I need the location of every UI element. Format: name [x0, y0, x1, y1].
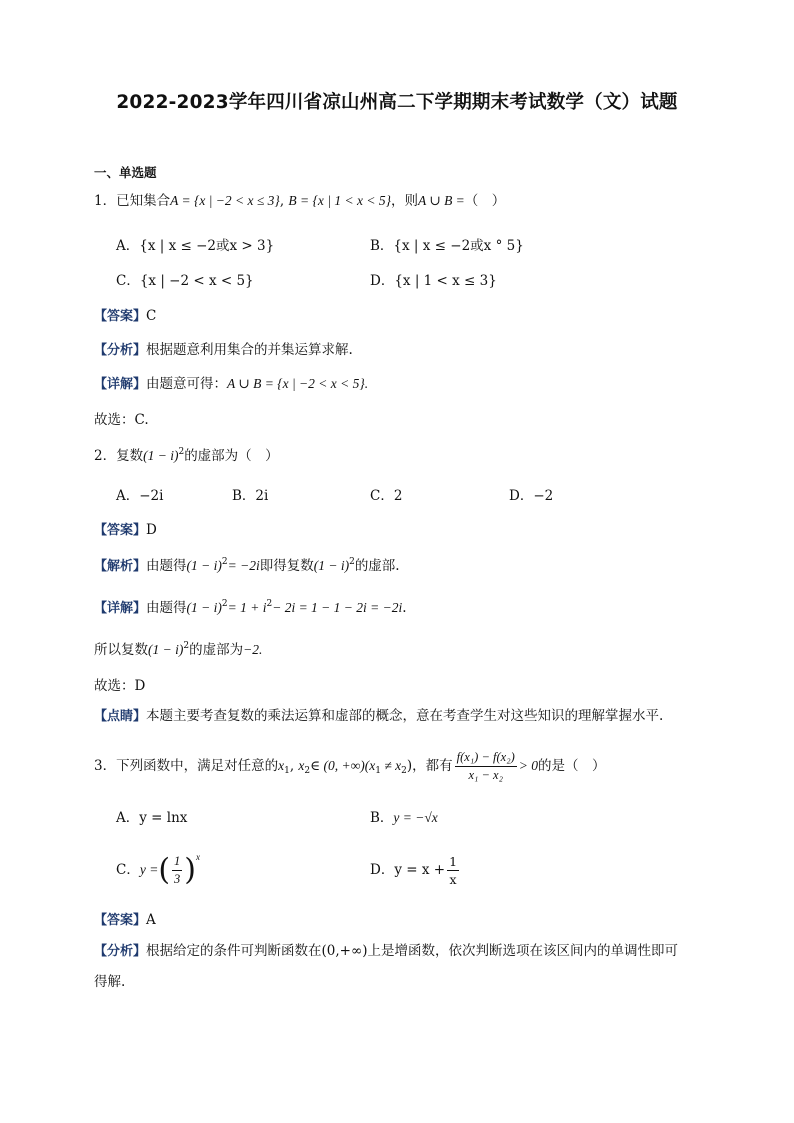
q2-analysis-eq: = −2i — [227, 558, 260, 573]
q2-so-pre: 所以复数 — [94, 642, 148, 658]
q3-option-b-label: B． — [370, 810, 394, 826]
q3-frac-den: x₁ − x₂ — [468, 768, 503, 782]
q1-option-a: A．{x | x ≤ −2或x > 3} — [116, 238, 275, 254]
q3-analysis-line-1: 根据给定的条件可判断函数在(0,+∞)上是增函数，依次判断选项在该区间内的单调性即可 — [146, 943, 678, 959]
q3-option-a: A．y = lnx — [116, 810, 188, 826]
q1-analysis-text: 根据题意利用集合的并集运算求解. — [146, 342, 353, 358]
q1-stem-suffix: ，则 — [391, 193, 418, 209]
q1-analysis-tag: 【分析】 — [94, 343, 147, 358]
q1-stem-prefix: 1．已知集合 — [94, 193, 171, 209]
q3-option-d — [370, 850, 461, 890]
q3-option-d-label: D． — [370, 862, 395, 878]
q1-answer-value: C — [146, 308, 157, 324]
q3-analysis — [94, 941, 678, 962]
q2-analysis-post: 的虚部. — [354, 558, 400, 574]
q3-option-c-num: 1 — [172, 853, 182, 871]
q2-comment-text: 本题主要考查复数的乘法运算和虚部的概念，意在考查学生对这些知识的理解掌握水平. — [146, 708, 664, 724]
q1-answer-tag: 【答案】 — [94, 309, 147, 324]
q2-so-post: 的虚部为 — [189, 642, 244, 658]
q1-answer — [94, 306, 156, 327]
q2-base: (1 − i) — [143, 448, 179, 463]
q3-option-d-num: 1 — [449, 854, 458, 869]
q2-conclusion: 故选：D — [94, 678, 146, 694]
q3-domain: ∈ (0, +∞) — [310, 758, 365, 773]
q2-detail-exp-2: 2 — [266, 599, 273, 609]
q1-conclusion: 故选：C. — [94, 412, 149, 428]
q2-comment — [94, 706, 663, 727]
q2-detail-exp-1: 2 — [221, 599, 228, 609]
q2-analysis-pre: 由题得 — [146, 558, 187, 574]
q2-answer — [94, 520, 157, 541]
q2-detail — [94, 598, 407, 619]
q2-so-exp: 2 — [183, 641, 190, 651]
question-2-stem — [94, 446, 279, 466]
q2-comment-tag: 【点睛】 — [94, 709, 147, 724]
q3-option-d-frac — [447, 853, 459, 888]
q2-exp: 2 — [178, 447, 185, 457]
q2-analysis-exp-1: 2 — [221, 557, 228, 567]
q2-analysis-base-1: (1 − i) — [186, 558, 222, 573]
q2-analysis — [94, 556, 400, 577]
q3-option-c: C．y =( $\frac{1}{3}$ )$^x$ — [116, 852, 201, 888]
q3-option-c-den: 3 — [174, 872, 181, 886]
q3-mid: ，都有 — [412, 758, 453, 774]
q3-stem-prefix: 3．下列函数中，满足对任意的 — [94, 758, 279, 774]
q2-so-val: −2. — [243, 642, 263, 657]
q2-analysis-exp-2: 2 — [349, 557, 355, 567]
q2-answer-value: D — [146, 522, 157, 538]
q3-option-b — [370, 808, 438, 828]
q3-gt: > 0 — [518, 758, 538, 773]
q2-analysis-tag: 【解析】 — [94, 559, 147, 574]
page-title: 2022-2023学年四川省凉山州高二下学期期末考试数学（文）试题 — [116, 92, 678, 113]
question-1-stem: 1．已知集合A = {x | −2 < x ≤ 3}, B = {x | 1 < x < 5}，则A ∪ B =（ ） — [94, 193, 506, 209]
q1-detail-text: 由题意可得： — [146, 376, 228, 392]
q2-so — [94, 640, 262, 660]
q3-answer — [94, 910, 156, 931]
q2-detail-pre: 由题得 — [146, 600, 187, 616]
q1-option-c: C．{x | −2 < x < 5} — [116, 273, 254, 289]
section-heading: 一、单选题 — [94, 165, 157, 180]
q1-detail-tag: 【详解】 — [94, 377, 147, 392]
q3-analysis-tag: 【分析】 — [94, 944, 147, 959]
q3-fraction — [455, 749, 517, 784]
question-3-stem: 3．下列函数中，满足对任意的$x_1$, $x_2\in$ (0, $+\infty)(x_1 \ne x_2)$，都有 $\frac{\text{f(x₁) − f(x₂)}}{\text{x₁ − x₂}}$ > 0的是（ ） — [94, 750, 606, 782]
q3-answer-tag: 【答案】 — [94, 913, 147, 928]
q1-option-d: D．{x | 1 < x ≤ 3} — [370, 273, 497, 289]
q2-so-base: (1 − i) — [148, 642, 184, 657]
q1-union: A ∪ B = — [418, 193, 465, 208]
q2-stem-suffix: 的虚部为（ ） — [184, 448, 279, 464]
q1-analysis — [94, 340, 353, 361]
q2-answer-tag: 【答案】 — [94, 523, 147, 538]
q3-stem-suffix: 的是（ ） — [537, 758, 606, 774]
q2-option-c: C．2 — [370, 488, 403, 504]
q3-var-2: x — [298, 758, 305, 773]
q3-option-c-label: C． — [116, 862, 140, 878]
q2-detail-base: (1 − i) — [186, 600, 222, 615]
q3-var-1: x — [278, 758, 285, 773]
q2-detail-eq-b: − 2i = 1 − 1 − 2i = −2i — [272, 600, 403, 615]
q2-detail-end: . — [402, 600, 407, 616]
q3-frac-num: f(x₁) − f(x₂) — [455, 749, 517, 767]
q1-detail-math: A ∪ B = {x | −2 < x < 5}. — [227, 376, 369, 391]
q2-detail-eq-a: = 1 + i — [227, 600, 267, 615]
q2-stem-prefix: 2．复数 — [94, 448, 144, 464]
q3-option-b-math: y = −√x — [393, 810, 438, 825]
q3-analysis-continued: 得解. — [94, 974, 126, 990]
q2-option-b: B．2i — [232, 488, 269, 504]
q3-option-c-exp: x — [196, 852, 201, 862]
q2-detail-tag: 【详解】 — [94, 601, 147, 616]
q2-option-a: A．−2i — [116, 488, 164, 504]
q3-option-d-y: y = x + — [394, 862, 446, 878]
q1-detail — [94, 374, 368, 395]
q1-set-a: A = {x | −2 < x ≤ 3} — [170, 193, 280, 208]
q3-neq: (x — [364, 758, 376, 773]
q3-option-c-y: y = — [139, 862, 159, 877]
q3-option-c-frac — [172, 853, 182, 888]
q1-set-b: B = {x | 1 < x < 5} — [288, 193, 391, 208]
q1-option-b: B．{x | x ≤ −2或x ° 5} — [370, 238, 524, 254]
q1-bracket: （ ） — [464, 193, 506, 209]
q2-analysis-base-2: (1 − i) — [313, 558, 350, 573]
q2-analysis-mid: 即得复数 — [259, 558, 314, 574]
q3-option-d-den: x — [449, 872, 457, 887]
q3-answer-value: A — [146, 912, 156, 928]
q2-option-d: D．−2 — [509, 488, 554, 504]
